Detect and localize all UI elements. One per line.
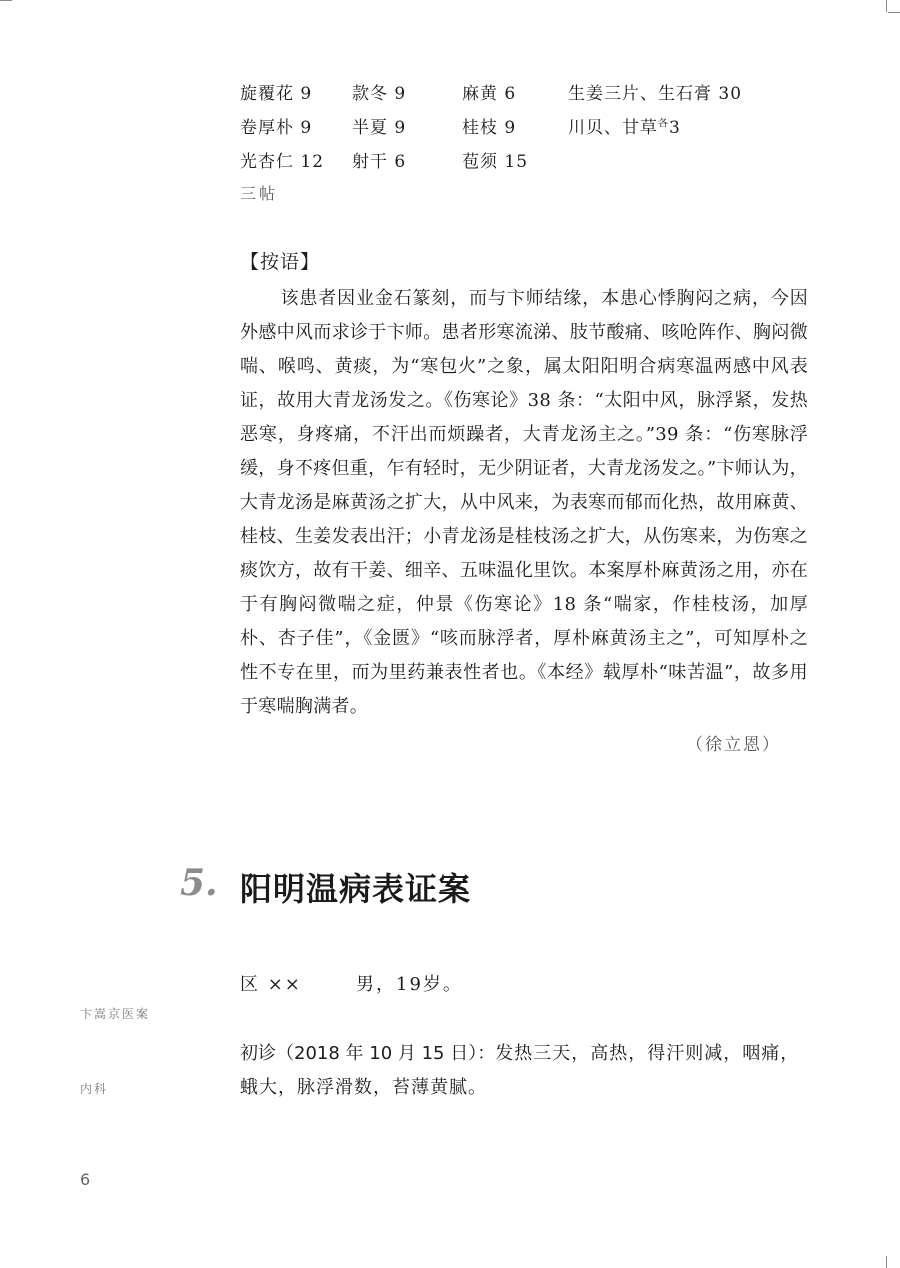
herb-item: 半夏 9: [352, 118, 407, 138]
commentary-author: （徐立恩）: [686, 735, 781, 755]
dose-count: 三帖: [240, 184, 279, 203]
crop-mark-top-right-h: [888, 12, 900, 13]
prescription-row-2: [240, 113, 681, 138]
running-head-book-title: 卞嵩京医案: [80, 1007, 151, 1021]
visit-text: 发热三天，高热，得汗则减，咽痛，蛾大，脉浮滑数，苔薄黄腻。: [240, 1043, 800, 1098]
commentary-text: 该患者因业金石篆刻，而与卞师结缘，本患心悸胸闷之病，今因外感中风而求诊于卞师。患者形寒流涕、肢节酸痛、咳呛阵作、胸闷微喘、喉鸣、黄痰，为“寒包火”之象，属太阳阳明合病寒温两感中风表证，故用大青龙汤发之。《伤寒论》38 条：“太阳中风，脉浮紧，发热恶寒，身疼痛，不汗出而烦躁者，大青龙汤主之。”39 条：“伤寒脉浮缓，身不疼但重，乍有轻时，无少阴证者，大青龙汤发之。”卞师认为，大青龙汤是麻黄汤之扩大，从中风来，为表寒而郁而化热，故用麻黄、桂枝、生姜发表出汗；小青龙汤是桂枝汤之扩大，从伤寒来，为伤寒之痰饮方，故有干姜、细辛、五味温化里饮。本案厚朴麻黄汤之用，亦在于有胸闷微喘之症，仲景《伤寒论》18 条“喘家，作桂枝汤，加厚朴、杏子佳”，《金匮》“咳而脉浮者，厚朴麻黄汤主之”，可知厚朴之性不专在里，而为里药兼表性者也。《本经》载厚朴“味苦温”，故多用于寒喘胸满者。: [240, 288, 808, 717]
patient-name: 区 ××: [240, 974, 302, 995]
herb-item: 川贝、甘草: [568, 118, 658, 138]
crop-mark-top-left: [0, 0, 12, 1]
commentary-heading: 【按语】: [240, 251, 321, 273]
dose-note: 各: [658, 118, 669, 130]
case-number: 5.: [180, 862, 218, 904]
herb-item: 桂枝 9: [462, 118, 517, 138]
herb-item: 生姜三片、生石膏 30: [568, 84, 743, 104]
prescription-row-1: [240, 79, 742, 104]
herb-item: 射干 6: [352, 152, 407, 172]
herb-item: 光杏仁 12: [240, 152, 325, 172]
herb-item: 卷厚朴 9: [240, 118, 313, 138]
herb-item: 旋覆花 9: [240, 84, 313, 104]
herb-item: 麻黄 6: [462, 84, 517, 104]
patient-info: 男，19岁。: [356, 974, 463, 995]
patient-line: [240, 970, 463, 996]
crop-mark-bottom-right: [886, 1256, 887, 1268]
dose-value: 3: [669, 118, 681, 138]
page-number: 6: [80, 1170, 91, 1189]
prescription-row-3: [240, 147, 568, 172]
first-visit: [240, 1037, 808, 1105]
running-head-section: 内科: [80, 1082, 109, 1096]
visit-label: 初诊（2018 年 10 月 15 日）：: [240, 1043, 496, 1064]
crop-mark-top-right: [886, 0, 887, 12]
case-title: 阳明温病表证案: [240, 870, 472, 908]
herb-item: 苞须 15: [462, 152, 529, 172]
herb-item: 款冬 9: [352, 84, 407, 104]
herb-item-with-note: [568, 113, 681, 138]
commentary-body: [240, 282, 808, 724]
